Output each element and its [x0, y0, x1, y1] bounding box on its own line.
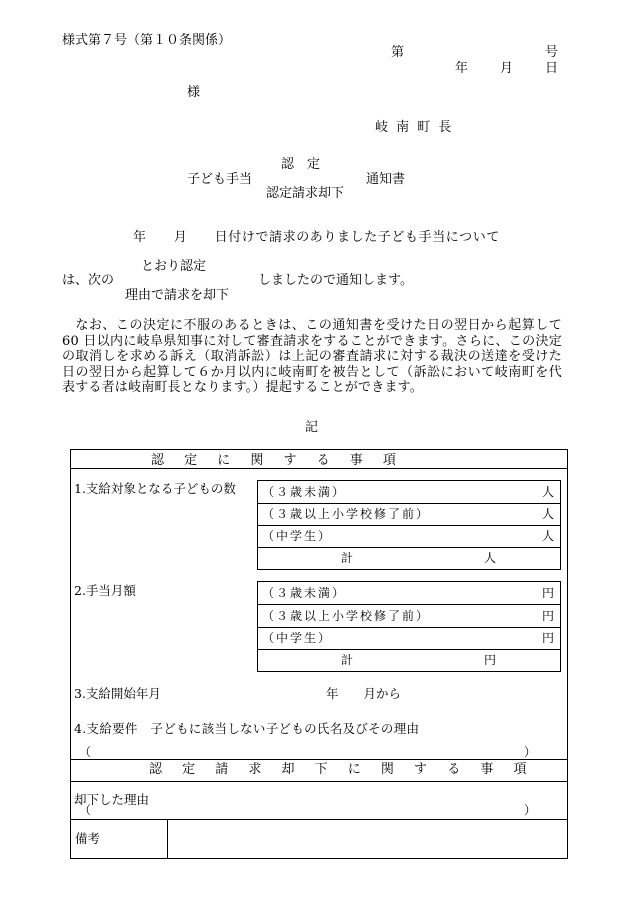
item1-row-unit: 人 — [541, 485, 554, 499]
item2-row-unit: 円 — [541, 609, 554, 623]
date-month: 月 — [500, 61, 514, 76]
item1-total-unit: 人 — [484, 551, 497, 565]
number-go: 号 — [545, 45, 559, 60]
remarks-label: 備考 — [75, 831, 101, 846]
addressee-sama: 様 — [187, 85, 201, 100]
item1-row-label: （中学生） — [262, 529, 333, 543]
item1-row-label: （３歳以上小学校修了前） — [262, 507, 431, 521]
kyakka-header-divider — [71, 781, 567, 782]
item1-row-label: （３歳未満） — [262, 485, 347, 499]
item2-row-unit: 円 — [541, 586, 554, 600]
ki-label: 記 — [305, 420, 319, 435]
kyakka-paren-close: ） — [524, 803, 537, 817]
kyakka-paren-open: （ — [79, 803, 92, 817]
header-divider — [71, 468, 567, 469]
item2-total-unit: 円 — [484, 653, 497, 667]
issuer: 岐 南 町 長 — [375, 120, 454, 135]
notice-paragraph-text: なお、この決定に不服のあるときは、この通知書を受けた日の翌日から起算して 60 日以内に岐阜県知事に対して審査請求をすることができます。さらに、この決定の取消しを求める訴え（取消訴訟）は上記の審査請求に対する裁決の送達を受けた日の翌日から起算して６か月以内に岐南町を被告として（訴訟において岐南町を代表する者は岐南町長となります。）提起することができます。 — [62, 318, 562, 396]
title-kyakka: 認定請求却下 — [266, 186, 345, 201]
item1-row-unit: 人 — [541, 507, 554, 521]
item2-row-label: （３歳未満） — [262, 586, 347, 600]
item2-label: 2.手当月額 — [74, 583, 136, 598]
item3-label: 3.支給開始年月 — [74, 686, 161, 701]
item2-row-label: （３歳以上小学校修了前） — [262, 609, 431, 623]
nintei-header: 認 定 に 関 す る 事 項 — [151, 453, 404, 468]
reason-kyakka: 理由で請求を却下 — [125, 288, 230, 303]
date-line: 年 月 日付けで請求のありました子ども手当について — [133, 230, 500, 245]
kyakka-reason-label: 却下した理由 — [74, 792, 150, 807]
item2-box — [257, 581, 561, 672]
remarks-column-divider — [167, 819, 168, 859]
item4-paren-close: ） — [524, 745, 537, 759]
detail-table — [70, 449, 568, 859]
item2-row-unit: 円 — [541, 631, 554, 645]
item1-total-label: 計 — [341, 551, 354, 565]
kyakka-header: 認 定 請 求 却 下 に 関 す る 事 項 — [149, 762, 535, 777]
number-dai: 第 — [391, 45, 405, 60]
shimashita: しましたので通知します。 — [258, 273, 413, 288]
wa-tsugi: は、次の — [62, 273, 115, 288]
notice-paragraph — [62, 318, 562, 396]
item2-total-label: 計 — [341, 653, 354, 667]
remarks-divider — [71, 819, 567, 820]
item1-box — [257, 480, 561, 570]
through-nintei: とおり認定 — [141, 259, 207, 274]
item4-label: 4.支給要件 子どもに該当しない子どもの氏名及びその理由 — [74, 721, 420, 736]
form-label: 様式第７号（第１０条関係） — [62, 33, 232, 48]
item4-paren-open: （ — [79, 745, 92, 759]
date-year: 年 — [455, 61, 469, 76]
title-suffix: 通知書 — [366, 172, 406, 187]
kyakka-top-divider — [71, 759, 567, 760]
item3-value: 年 月から — [326, 686, 402, 701]
title-prefix: 子ども手当 — [187, 172, 253, 187]
date-day: 日 — [545, 61, 559, 76]
item1-row-unit: 人 — [541, 529, 554, 543]
title-nintei: 認 定 — [281, 157, 321, 172]
item2-row-label: （中学生） — [262, 631, 333, 645]
item1-label: 1.支給対象となる子どもの数 — [74, 481, 236, 496]
